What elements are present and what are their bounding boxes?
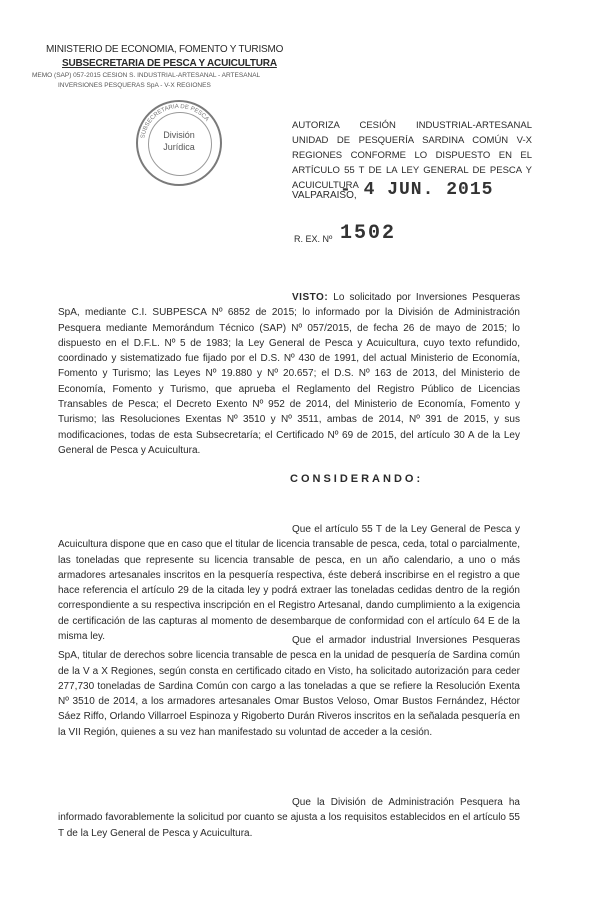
resolution-number-label: R. EX. Nº (294, 234, 333, 244)
place-label: VALPARAISO, (292, 190, 357, 201)
stamp-division-label: División (163, 130, 195, 140)
paragraph-text: Que la División de Administración Pesquera ha informado favorablemente la solicitud por cuanto se ajusta a los requisitos establecidos en el artículo 55 T de la Ley General de Pesca y Acuicultura. (58, 797, 520, 839)
date-stamp: - 4 JUN. 2015 (340, 180, 494, 200)
resolution-subject: AUTORIZA CESIÓN INDUSTRIAL-ARTESANAL UNIDAD DE PESQUERÍA SARDINA COMÚN V-X REGIONES CONFORME LO DISPUESTO EN EL ARTÍCULO 55 T DE LA LEY GENERAL DE PESCA Y ACUICULTURA (292, 120, 532, 191)
paragraph-text: Que el armador industrial Inversiones Pesqueras SpA, titular de derechos sobre licencia transable de pesca en la unidad de pesquería de Sardina común de la V a X Regiones, según consta en certificado citado en Visto, ha solicitado autorización para ceder 277,730 toneladas de Sardina Común con cargo a las toneladas a que se refiere la Resolución Exenta Nº 3510 de 2014, a los armadores artesanales Omar Bustos Veloso, Omar Bustos Fernández, Héctor Sáez Riffo, Orlando Villarroel Espinoza y Rigoberto Durán Riveros inscritos en la señalada pesquería en la VII Región, quienes a su vez han manifestado su voluntad de acceder a la cesión. (58, 635, 520, 738)
resolution-number: 1502 (340, 222, 397, 245)
subsecretaria-name: SUBSECRETARIA DE PESCA Y ACUICULTURA (62, 58, 277, 69)
ministry-name: MINISTERIO DE ECONOMIA, FOMENTO Y TURISMO (46, 44, 284, 55)
paragraph-text: Que el artículo 55 T de la Ley General de Pesca y Acuicultura dispone que en caso que el titular de licencia transable de pesca, ceda, total o parcialmente, las toneladas que represente su licencia transable de pesca, en un año calendario, a uno o más armadores artesanales inscritos en la pesquería respectiva, éste deberá inscribirse en el registro a que hace referencia el artículo 29 de la citada ley y podrá extraer las toneladas cedidas dentro de la región correspondiente a su respectiva inscripción en el Registro Artesanal, dando cumplimiento a la exigencia de certificación de las capturas al momento de desembarque de conformidad con el artículo 64 E de la misma ley. (58, 524, 520, 643)
visto-text: Lo solicitado por Inversiones Pesqueras SpA, mediante C.I. SUBPESCA Nº 6852 de 2015; lo informado por la División de Administración Pesquera mediante Memorándum Técnico (SAP) Nº 057/2015, de fecha 26 de mayo de 2015; lo dispuesto en el D.F.L. Nº 5 de 1983; la Ley General de Pesca y Acuicultura, cuyo texto refundido, coordinado y sistematizado fue fijado por el D.S. Nº 430 de 1991, del actual Ministerio de Economía, Fomento y Turismo; las Leyes Nº 19.880 y Nº 20.657; el D.S. Nº 163 de 2013, del Ministerio de Economía, Fomento y Turismo, que aprueba el Reglamento del Registro Público de Licencias Transables de Pesca; el Decreto Exento Nº 952 de 2014, del Ministerio de Economía, Fomento y Turismo; las Resoluciones Exentas Nº 3510 y Nº 3511, ambas de 2014, Nº 391 de 2015, y sus modificaciones, todas de esta Subsecretaría; el Certificado Nº 69 de 2015, del artículo 30 A de la Ley General de Pesca y Acuicultura. (58, 292, 520, 456)
visto-label: VISTO: (292, 292, 329, 303)
considerando-paragraph-3 (58, 795, 520, 841)
stamp-juridica-label: Jurídica (163, 142, 195, 152)
visto-paragraph (58, 290, 520, 458)
stamp-ring-text: SUBSECRETARIA DE PESCA (140, 103, 210, 139)
considerando-paragraph-1 (58, 522, 520, 644)
memo-reference-line-2: INVERSIONES PESQUERAS SpA - V-X REGIONES (58, 82, 211, 89)
considerando-heading: CONSIDERANDO: (290, 473, 424, 485)
memo-reference-line: MEMO (SAP) 057-2015 CESION S. INDUSTRIAL-ARTESANAL - ARTESANAL (32, 72, 261, 79)
considerando-paragraph-2 (58, 633, 520, 740)
juridica-stamp (136, 100, 222, 186)
